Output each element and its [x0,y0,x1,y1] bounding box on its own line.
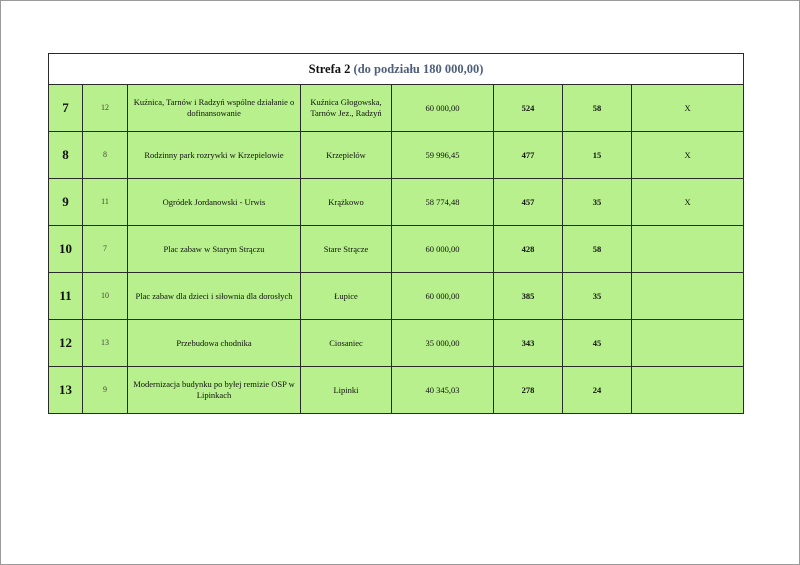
selected-mark-cell: X [632,132,744,179]
rank-cell: 7 [49,85,83,132]
project-name-cell: Ogródek Jordanowski - Urwis [128,179,301,226]
table-row [49,132,744,179]
amount-cell: 40 345,03 [392,367,494,414]
zone-header [49,54,744,85]
project-id-cell: 7 [83,226,128,273]
project-id-cell: 9 [83,367,128,414]
location-cell: Stare Strącze [301,226,392,273]
points-cell: 58 [563,226,632,273]
points-cell: 35 [563,179,632,226]
location-cell: Krążkowo [301,179,392,226]
selected-mark-cell: X [632,85,744,132]
table-row [49,179,744,226]
zone-title: Strefa 2 [308,61,351,76]
rank-cell: 13 [49,367,83,414]
points-cell: 58 [563,85,632,132]
project-id-cell: 11 [83,179,128,226]
table-header-row [49,54,744,85]
votes-cell: 343 [494,320,563,367]
location-cell: Ciosaniec [301,320,392,367]
rank-cell: 8 [49,132,83,179]
amount-cell: 35 000,00 [392,320,494,367]
votes-cell: 524 [494,85,563,132]
rank-cell: 11 [49,273,83,320]
amount-cell: 60 000,00 [392,226,494,273]
rank-cell: 10 [49,226,83,273]
table-row [49,273,744,320]
amount-cell: 58 774,48 [392,179,494,226]
selected-mark-cell [632,226,744,273]
location-cell: Kuźnica Głogowska, Tarnów Jez., Radzyń [301,85,392,132]
selected-mark-cell [632,367,744,414]
points-cell: 24 [563,367,632,414]
results-table [48,53,744,414]
project-id-cell: 8 [83,132,128,179]
table-row [49,367,744,414]
table-row [49,85,744,132]
project-name-cell: Plac zabaw w Starym Strączu [128,226,301,273]
rank-cell: 12 [49,320,83,367]
votes-cell: 477 [494,132,563,179]
amount-cell: 60 000,00 [392,85,494,132]
votes-cell: 428 [494,226,563,273]
amount-cell: 60 000,00 [392,273,494,320]
project-id-cell: 12 [83,85,128,132]
points-cell: 35 [563,273,632,320]
rank-cell: 9 [49,179,83,226]
project-name-cell: Przebudowa chodnika [128,320,301,367]
project-id-cell: 10 [83,273,128,320]
project-id-cell: 13 [83,320,128,367]
project-name-cell: Plac zabaw dla dzieci i siłownia dla dorosłych [128,273,301,320]
votes-cell: 278 [494,367,563,414]
table-row [49,320,744,367]
votes-cell: 457 [494,179,563,226]
project-name-cell: Modernizacja budynku po byłej remizie OSP w Lipinkach [128,367,301,414]
location-cell: Łupice [301,273,392,320]
project-name-cell: Kuźnica, Tarnów i Radzyń wspólne działanie o dofinansowanie [128,85,301,132]
points-cell: 45 [563,320,632,367]
selected-mark-cell [632,273,744,320]
points-cell: 15 [563,132,632,179]
location-cell: Lipinki [301,367,392,414]
selected-mark-cell: X [632,179,744,226]
zone-budget: (do podziału 180 000,00) [353,61,484,76]
location-cell: Krzepielów [301,132,392,179]
amount-cell: 59 996,45 [392,132,494,179]
selected-mark-cell [632,320,744,367]
project-name-cell: Rodzinny park rozrywki w Krzepielowie [128,132,301,179]
table-row [49,226,744,273]
votes-cell: 385 [494,273,563,320]
